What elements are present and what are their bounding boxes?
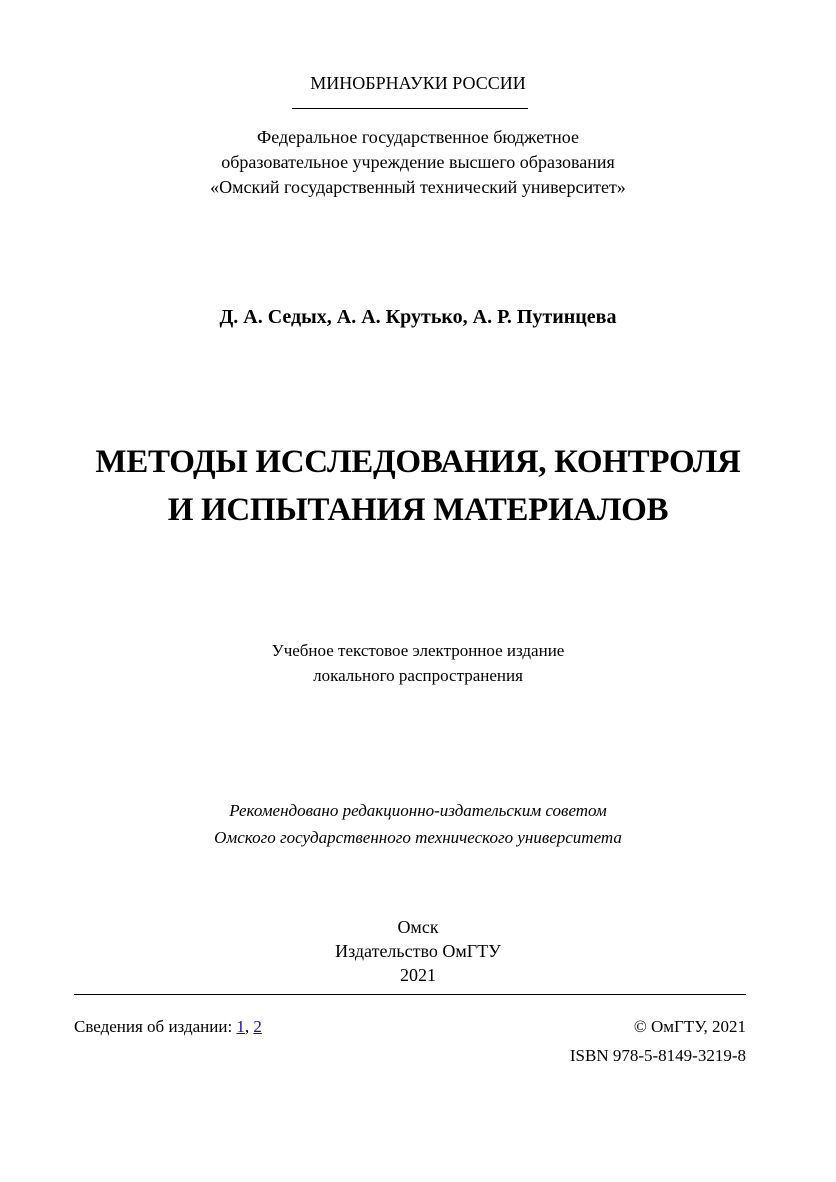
footer-divider — [74, 994, 746, 995]
ministry-divider — [292, 108, 528, 109]
edition-info-separator: , — [244, 1017, 254, 1036]
edition-info-link-2[interactable]: 2 — [253, 1017, 262, 1036]
authors: Д. А. Седых, А. А. Крутько, А. Р. Путинцева — [219, 306, 617, 328]
recommendation — [0, 797, 836, 851]
book-title — [0, 438, 836, 534]
recommendation-line-2: Омского государственного технического университета — [214, 828, 622, 847]
edition-info — [74, 1016, 262, 1038]
ministry-heading: МИНОБРНАУКИ РОССИИ — [310, 73, 526, 93]
edition-type-line-2: локального распространения — [313, 666, 523, 685]
edition-info-label: Сведения об издании: — [74, 1017, 237, 1036]
imprint — [0, 915, 836, 987]
isbn: ISBN 978-5-8149-3219-8 — [569, 1046, 746, 1065]
imprint-year: 2021 — [400, 965, 436, 985]
book-title-line-1: МЕТОДЫ ИССЛЕДОВАНИЯ, КОНТРОЛЯ — [95, 444, 741, 480]
recommendation-line-1: Рекомендовано редакционно-издательским советом — [229, 801, 607, 820]
imprint-publisher: Издательство ОмГТУ — [335, 941, 501, 961]
institution-line-2: образовательное учреждение высшего образования — [221, 152, 615, 172]
institution-line-3: «Омский государственный технический университет» — [210, 177, 626, 197]
imprint-city: Омск — [397, 917, 439, 937]
institution-name — [0, 125, 836, 200]
book-title-line-2: И ИСПЫТАНИЯ МАТЕРИАЛОВ — [167, 492, 669, 528]
edition-type-line-1: Учебное текстовое электронное издание — [271, 641, 565, 660]
copyright: © ОмГТУ, 2021 — [633, 1017, 746, 1036]
edition-type — [0, 638, 836, 688]
institution-line-1: Федеральное государственное бюджетное — [257, 127, 579, 147]
edition-info-link-1[interactable]: 1 — [236, 1017, 245, 1036]
